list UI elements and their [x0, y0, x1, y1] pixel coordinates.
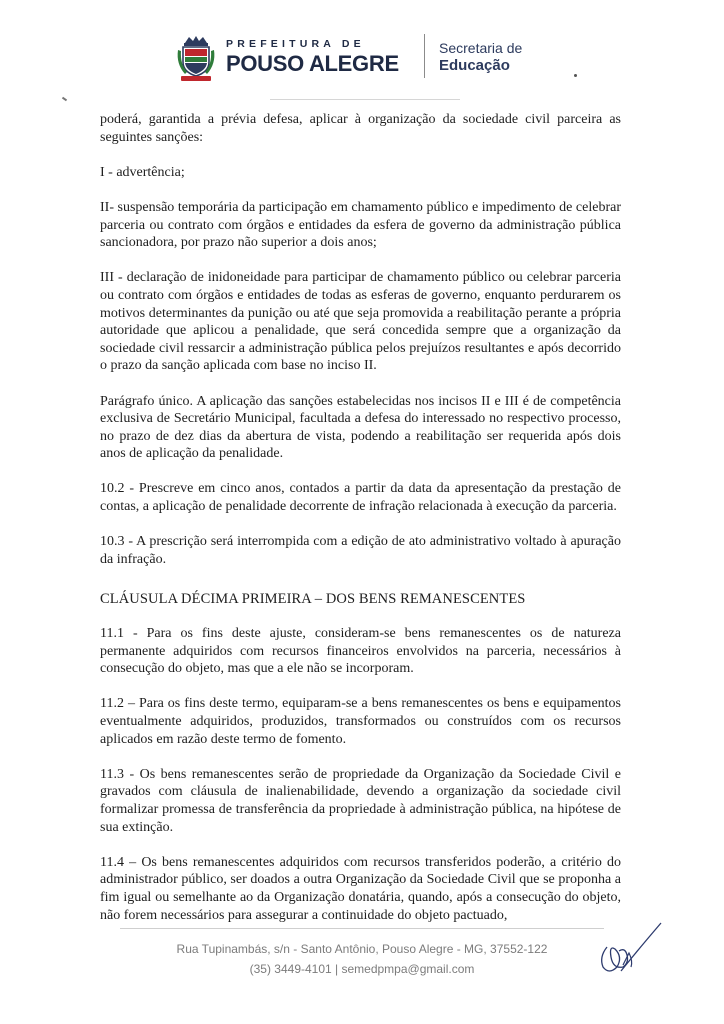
paragraph: 11.1 - Para os fins deste ajuste, consideram-se bens remanescentes os de natureza permanente adquiridos com recursos financeiros envolvidos na parceria, necessários à consecução do objeto, mas que a ele não se incorporam.	[100, 626, 621, 677]
brand-block	[226, 38, 399, 77]
coat-of-arms-icon	[175, 34, 217, 82]
paragraph: 11.3 - Os bens remanescentes serão de propriedade da Organização da Sociedade Civil e gravados com cláusula de inalienabilidade, devendo a organização da sociedade civil formalizar promessa de transferência da propriedade à administração pública, na hipótese de sua extinção.	[100, 766, 621, 835]
scan-speck	[574, 74, 577, 77]
paragraph: 11.2 – Para os fins deste termo, equiparam-se a bens remanescentes os bens e equipamentos eventualmente adquiridos, produzidos, transformados ou construídos com os recursos aplicados em razão deste termo de fomento.	[100, 696, 621, 747]
secretariat-line-1: Secretaria de	[439, 40, 523, 56]
brand-top: PREFEITURA DE	[226, 38, 365, 50]
letterhead	[0, 28, 724, 88]
footer-rule	[120, 928, 604, 929]
footer-address: Rua Tupinambás, s/n - Santo Antônio, Pouso Alegre - MG, 37552-122	[176, 942, 548, 956]
brand-main: POUSO ALEGRE	[226, 51, 399, 76]
scan-speck	[62, 97, 67, 102]
paragraph: III - declaração de inidoneidade para participar de chamamento público ou celebrar parceria ou contrato com órgãos e entidades de todas as esferas de governo, enquanto perdurarem os motivos determinantes da punição ou até que seja promovida a reabilitação perante a própria autoridade que aplicou a penalidade, que será concedida sempre que a organização da sociedade civil ressarcir a administração pública pelos prejuízos resultantes e após decorrido o prazo da sanção aplicada com base no inciso II.	[100, 270, 621, 374]
paragraph: II- suspensão temporária da participação em chamamento público e impedimento de celebrar parceria ou contrato com órgãos e entidades da esfera de governo da administração pública sancionadora, por prazo não superior a dois anos;	[100, 199, 621, 251]
paragraph: poderá, garantida a prévia defesa, aplicar à organização da sociedade civil parceira as seguintes sanções:	[100, 112, 621, 145]
secretariat-block	[439, 40, 522, 75]
header-rule	[270, 99, 460, 100]
footer-contact: (35) 3449-4101 | semedpmpa@gmail.com	[249, 962, 475, 976]
section-heading: CLÁUSULA DÉCIMA PRIMEIRA – DOS BENS REMANESCENTES	[100, 591, 526, 608]
secretariat-line-2: Educação	[439, 57, 510, 74]
paragraph: 10.3 - A prescrição será interrompida com a edição de ato administrativo voltado à apuração da infração.	[100, 534, 621, 567]
paragraph: I - advertência;	[100, 164, 185, 180]
paragraph: 11.4 – Os bens remanescentes adquiridos com recursos transferidos poderão, a critério do administrador público, ser doados a outra Organização da Sociedade Civil que se proponha a fim igual ou semelhante ao da Organização donatária, quando, após a consecução do objeto, não forem necessários para assegurar a continuidade do objeto pactuado,	[100, 854, 621, 923]
handwritten-initials-icon	[593, 917, 669, 983]
document-body	[100, 111, 621, 942]
header-divider	[424, 34, 425, 78]
paragraph: Parágrafo único. A aplicação das sanções estabelecidas nos incisos II e III é de competência exclusiva de Secretário Municipal, facultada a defesa do interessado no respectivo processo, no prazo de dez dias da abertura de vista, podendo a reabilitação ser requerida após dois anos de aplicação da penalidade.	[100, 393, 621, 462]
paragraph: 10.2 - Prescreve em cinco anos, contados a partir da data da apresentação da prestação de contas, a aplicação de penalidade decorrente de infração relacionada à execução da parceria.	[100, 481, 621, 515]
